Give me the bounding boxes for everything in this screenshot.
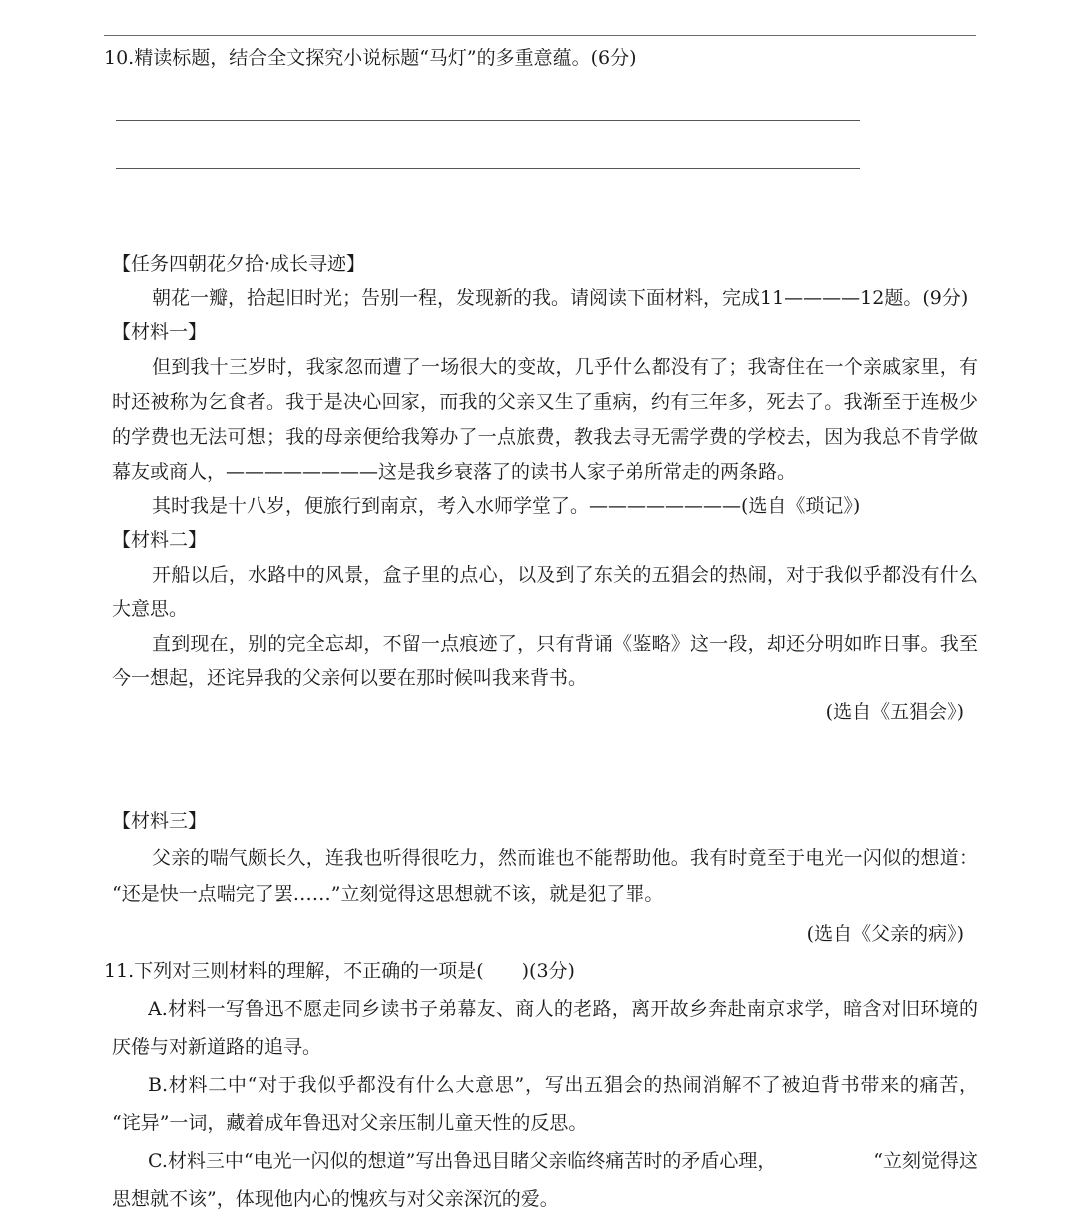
material1-line-5: 其时我是十八岁，便旅行到南京，考入水师学堂了。————————(选自《琐记》) — [152, 495, 861, 517]
material2-source: (选自《五猖会》) — [825, 701, 964, 723]
answer-line-2[interactable] — [116, 168, 860, 169]
q11-option-b-line1[interactable]: B.材料二中“对于我似乎都没有什么大意思”，写出五猖会的热闹消解不了被迫背书带来的痛苦， — [148, 1074, 978, 1096]
material2-heading: 【材料二】 — [112, 529, 208, 551]
material2-p2-line1: 直到现在，别的完全忘却，不留一点痕迹了，只有背诵《鉴略》这一段，却还分明如昨日事。我至 — [152, 633, 978, 655]
material1-line-1: 但到我十三岁时，我家忽而遭了一场很大的变故，几乎什么都没有了；我寄住在一个亲戚家里，有 — [152, 356, 978, 378]
q11-option-a-line2: 厌倦与对新道路的追寻。 — [112, 1036, 322, 1058]
q11-option-b-line2: “诧异”一词，藏着成年鲁迅对父亲压制儿童天性的反思。 — [112, 1112, 588, 1134]
material3-source: (选自《父亲的病》) — [806, 923, 964, 945]
question-10-prompt: 10.精读标题，结合全文探究小说标题“马灯”的多重意蕴。(6分) — [104, 47, 637, 69]
material2-p1-line1: 开船以后，水路中的风景，盒子里的点心，以及到了东关的五猖会的热闹，对于我似乎都没有什么 — [152, 564, 978, 586]
material1-heading: 【材料一】 — [112, 321, 208, 343]
answer-line-1[interactable] — [116, 120, 860, 121]
q11-option-a-line1[interactable]: A.材料一写鲁迅不愿走同乡读书子弟幕友、商人的老路，离开故乡奔赴南京求学，暗含对旧环境的 — [148, 998, 978, 1020]
q11-option-c-line1a[interactable]: C.材料三中“电光一闪似的想道”写出鲁迅目睹父亲临终痛苦时的矛盾心理， — [148, 1150, 777, 1172]
material3-line1: 父亲的喘气颇长久，连我也听得很吃力，然而谁也不能帮助他。我有时竟至于电光一闪似的想道： — [152, 847, 978, 869]
material2-p2-line2: 今一想起，还诧异我的父亲何以要在那时候叫我来背书。 — [112, 667, 588, 689]
material3-line2: “还是快一点喘完了罢……”立刻觉得这思想就不该，就是犯了罪。 — [112, 883, 664, 905]
question-11-prompt: 11.下列对三则材料的理解，不正确的一项是( )(3分) — [104, 960, 575, 982]
material2-p1-line2: 大意思。 — [112, 598, 189, 620]
material1-line-3: 的学费也无法可想；我的母亲便给我筹办了一点旅费，教我去寻无需学费的学校去，因为我总不肯学做 — [112, 426, 978, 448]
top-divider — [104, 35, 976, 36]
q11-option-c-line2: 思想就不该”，体现他内心的愧疚与对父亲深沉的爱。 — [112, 1188, 559, 1210]
material3-heading: 【材料三】 — [112, 810, 208, 832]
task4-intro: 朝花一瓣，拾起旧时光；告别一程，发现新的我。请阅读下面材料，完成11————12题。(9分) — [152, 287, 969, 309]
material1-line-4: 幕友或商人，————————这是我乡衰落了的读书人家子弟所常走的两条路。 — [112, 461, 797, 483]
task4-heading: 【任务四朝花夕拾·成长寻迹】 — [112, 253, 366, 275]
q11-option-c-line1b: “立刻觉得这 — [873, 1150, 978, 1172]
material1-line-2: 时还被称为乞食者。我于是决心回家，而我的父亲又生了重病，约有三年多，死去了。我渐至于连极少 — [112, 391, 978, 413]
